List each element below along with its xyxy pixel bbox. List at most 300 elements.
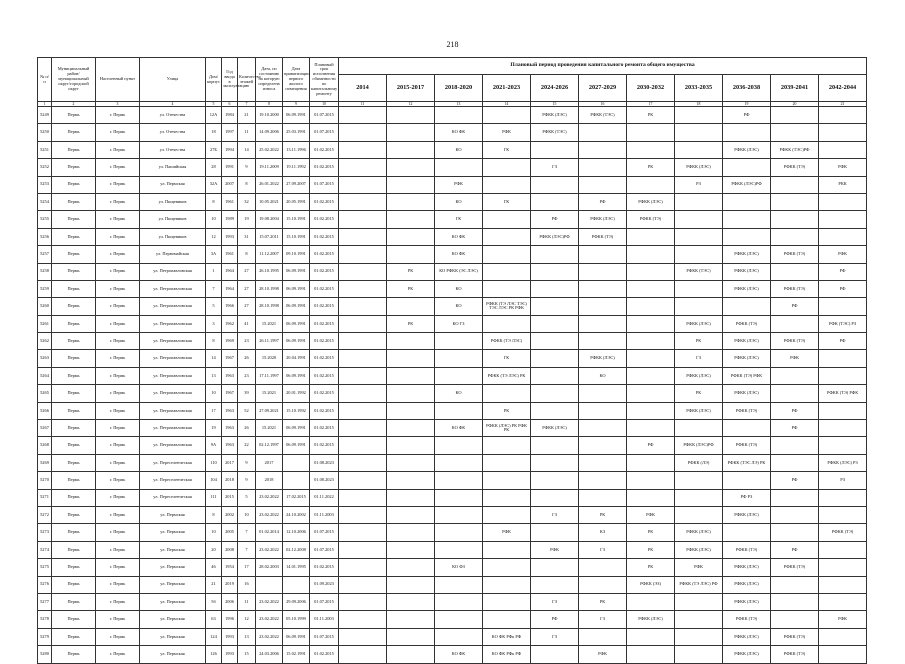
row-number: 5253	[38, 176, 52, 193]
plan-cell	[387, 524, 435, 541]
municipality-cell: Пермь	[52, 646, 96, 663]
deadline-cell: 01.02.2015	[310, 246, 339, 263]
row-number: 5249	[38, 107, 52, 124]
deadline-cell: 01.11.2003	[310, 611, 339, 628]
plan-cell: РФКК (ЛЭС)	[627, 193, 675, 210]
plan-cell	[531, 454, 579, 471]
settlement-cell: г. Пермь	[96, 454, 140, 471]
settlement-cell: г. Пермь	[96, 541, 140, 558]
floors-cell: 11	[238, 593, 256, 610]
plan-cell	[387, 350, 435, 367]
header-street: Улица	[140, 58, 206, 102]
plan-cell: РК	[675, 385, 723, 402]
plan-cell: КО ФК РФк РФ	[483, 646, 531, 663]
plan-cell: РФКК (ЛЭС)РФ	[723, 176, 771, 193]
deadline-cell: 01.07.2015	[310, 176, 339, 193]
plan-cell: РК	[387, 280, 435, 297]
street-cell: ул. Переселенческая	[140, 489, 206, 506]
floors-cell: 27	[238, 280, 256, 297]
row-number: 5278	[38, 611, 52, 628]
plan-cell: КЗ	[579, 524, 627, 541]
plan-cell	[819, 107, 867, 124]
plan-cell	[339, 593, 387, 610]
header-no: № п/п	[38, 58, 52, 102]
table-row	[38, 315, 867, 332]
year-cell: 1967	[222, 350, 238, 367]
house-cell: 20	[206, 541, 222, 558]
plan-cell	[435, 437, 483, 454]
plan-cell	[435, 402, 483, 419]
plan-cell: РФКК (ТЭС)	[579, 107, 627, 124]
house-cell: 124	[206, 628, 222, 645]
survey-date-cell: 2017	[256, 454, 283, 471]
plan-cell: РФ	[771, 298, 819, 315]
plan-cell	[435, 489, 483, 506]
privatization-date-cell: 06.09.1991	[283, 315, 310, 332]
floors-cell: 52	[238, 402, 256, 419]
deadline-cell: 01.07.2015	[310, 124, 339, 141]
plan-cell: РФКК (ЛЭС)	[723, 576, 771, 593]
row-number: 5273	[38, 524, 52, 541]
plan-cell	[819, 367, 867, 384]
plan-cell	[483, 280, 531, 297]
row-number: 5272	[38, 506, 52, 523]
plan-cell: РФК	[819, 246, 867, 263]
floors-cell: 9	[238, 454, 256, 471]
plan-cell	[483, 454, 531, 471]
plan-cell: РФКК (ТЭС)РФ	[771, 141, 819, 158]
plan-cell	[627, 472, 675, 489]
page-number: 218	[446, 40, 459, 49]
floors-cell: 32	[238, 193, 256, 210]
plan-cell: ГЗ	[531, 159, 579, 176]
plan-cell: РФ РЗ	[723, 489, 771, 506]
year-cell: 1963	[222, 420, 238, 437]
table-row	[38, 159, 867, 176]
plan-cell	[675, 420, 723, 437]
plan-cell	[675, 246, 723, 263]
deadline-cell: 01.02.2015	[310, 298, 339, 315]
survey-date-cell: 15.2020	[256, 350, 283, 367]
deadline-cell: 01.07.2015	[310, 541, 339, 558]
plan-cell	[771, 315, 819, 332]
municipality-cell: Пермь	[52, 333, 96, 350]
row-number: 5271	[38, 489, 52, 506]
plan-cell	[435, 333, 483, 350]
plan-cell	[387, 298, 435, 315]
privatization-date-cell	[283, 576, 310, 593]
street-cell: ул. Петропавловская	[140, 437, 206, 454]
year-cell: 1964	[222, 263, 238, 280]
plan-cell	[339, 385, 387, 402]
table-row	[38, 280, 867, 297]
plan-cell	[579, 385, 627, 402]
deadline-cell: 01.02.2015	[310, 437, 339, 454]
municipality-cell: Пермь	[52, 124, 96, 141]
settlement-cell: г. Пермь	[96, 315, 140, 332]
plan-cell: РФКК (ТЭ)	[723, 437, 771, 454]
plan-cell	[387, 559, 435, 576]
plan-cell: РФК	[675, 559, 723, 576]
plan-cell	[339, 576, 387, 593]
plan-cell: КО ГЗ	[435, 315, 483, 332]
plan-cell	[627, 420, 675, 437]
municipality-cell: Пермь	[52, 246, 96, 263]
plan-cell: РФКК (ТЭ)	[771, 159, 819, 176]
municipality-cell: Пермь	[52, 559, 96, 576]
plan-cell: ГЗ	[531, 506, 579, 523]
table-row	[38, 211, 867, 228]
plan-cell	[531, 559, 579, 576]
plan-cell: РФКК (ЛЭС)	[723, 646, 771, 663]
floors-cell: 9	[238, 159, 256, 176]
plan-cell: РФ	[771, 420, 819, 437]
floors-cell: 15	[238, 646, 256, 663]
deadline-cell: 01.02.2015	[310, 159, 339, 176]
plan-cell	[627, 454, 675, 471]
plan-cell	[627, 124, 675, 141]
column-number: 16	[579, 102, 627, 107]
settlement-cell: г. Пермь	[96, 176, 140, 193]
plan-cell	[579, 141, 627, 158]
plan-cell	[819, 141, 867, 158]
plan-cell: КО	[435, 385, 483, 402]
deadline-cell: 01.02.2015	[310, 350, 339, 367]
plan-cell	[675, 472, 723, 489]
house-cell: 1	[206, 263, 222, 280]
table-row	[38, 367, 867, 384]
plan-cell	[819, 593, 867, 610]
plan-cell	[627, 315, 675, 332]
municipality-cell: Пермь	[52, 350, 96, 367]
plan-cell	[723, 228, 771, 245]
municipality-cell: Пермь	[52, 454, 96, 471]
privatization-date-cell	[283, 472, 310, 489]
plan-cell	[387, 333, 435, 350]
plan-cell	[819, 576, 867, 593]
municipality-cell: Пермь	[52, 141, 96, 158]
settlement-cell: г. Пермь	[96, 263, 140, 280]
settlement-cell: г. Пермь	[96, 193, 140, 210]
plan-cell	[675, 124, 723, 141]
header-deadline: Плановый срок исполнения обязанности по капитальному ремонту	[310, 58, 339, 102]
deadline-cell: 01.07.2015	[310, 107, 339, 124]
street-cell: ул. Пермская	[140, 524, 206, 541]
header-year-period: 2021-2023	[483, 75, 531, 102]
plan-cell: КО ФК	[435, 124, 483, 141]
year-cell: 1963	[222, 437, 238, 454]
deadline-cell: 01.02.2015	[310, 315, 339, 332]
plan-cell: РФКК (ТЭ)	[723, 315, 771, 332]
row-number: 5267	[38, 420, 52, 437]
house-cell: 27Б	[206, 141, 222, 158]
street-cell: ул. Петропавловская	[140, 280, 206, 297]
floors-cell: 39	[238, 385, 256, 402]
row-number: 5270	[38, 472, 52, 489]
column-number: 7	[238, 102, 256, 107]
plan-cell: РФКК (ЛЭ)	[675, 454, 723, 471]
plan-cell	[675, 141, 723, 158]
municipality-cell: Пермь	[52, 593, 96, 610]
table-row	[38, 506, 867, 523]
plan-cell	[675, 193, 723, 210]
plan-cell: КО РФКК (ЭС ЛЭС)	[435, 263, 483, 280]
plan-cell	[339, 506, 387, 523]
settlement-cell: г. Пермь	[96, 107, 140, 124]
plan-cell: ГК	[483, 141, 531, 158]
plan-cell	[819, 350, 867, 367]
privatization-date-cell: 25.03.1991	[283, 124, 310, 141]
deadline-cell: 01.07.2015	[310, 628, 339, 645]
survey-date-cell: 26.01.2022	[256, 176, 283, 193]
table-row	[38, 402, 867, 419]
row-number: 5279	[38, 628, 52, 645]
floors-cell: 11	[238, 124, 256, 141]
plan-cell: РК	[627, 541, 675, 558]
house-cell: 28	[206, 159, 222, 176]
plan-cell	[531, 472, 579, 489]
survey-date-cell: 26.11.1997	[256, 333, 283, 350]
street-cell: ул. Переселенческая	[140, 454, 206, 471]
plan-cell: КО ФК РФк РФ	[483, 628, 531, 645]
survey-date-cell: 19.10.2000	[256, 107, 283, 124]
floors-cell: 23	[238, 333, 256, 350]
plan-cell	[387, 472, 435, 489]
street-cell: ул. Пищевиков	[140, 228, 206, 245]
plan-cell: РК	[627, 107, 675, 124]
header-year-period: 2042-2044	[819, 75, 867, 102]
plan-cell	[579, 280, 627, 297]
plan-cell	[675, 211, 723, 228]
header-row-top	[38, 58, 867, 75]
row-number: 5265	[38, 385, 52, 402]
street-cell: ул. Пищевиков	[140, 193, 206, 210]
plan-cell: РФК (ТЭС) РЗ	[819, 315, 867, 332]
floors-cell: 23	[238, 367, 256, 384]
plan-cell	[675, 228, 723, 245]
row-number: 5251	[38, 141, 52, 158]
row-number: 5260	[38, 298, 52, 315]
column-number: 2	[52, 102, 96, 107]
plan-cell	[531, 263, 579, 280]
privatization-date-cell: 20.05.1991	[283, 193, 310, 210]
plan-cell	[483, 576, 531, 593]
floors-cell: 41	[238, 315, 256, 332]
capital-repair-schedule-table	[37, 57, 867, 664]
house-cell: 17	[206, 402, 222, 419]
plan-cell: КО	[435, 298, 483, 315]
year-cell: 2008	[222, 541, 238, 558]
deadline-cell: 01.08.2023	[310, 472, 339, 489]
floors-cell: 26	[238, 420, 256, 437]
row-number: 5258	[38, 263, 52, 280]
table-row	[38, 107, 867, 124]
year-cell: 1963	[222, 402, 238, 419]
plan-cell: РФКК (ЛЭС)	[531, 107, 579, 124]
privatization-date-cell: 29.09.2006	[283, 593, 310, 610]
municipality-cell: Пермь	[52, 472, 96, 489]
plan-cell	[723, 211, 771, 228]
plan-cell	[579, 437, 627, 454]
plan-cell: РФКК (ТЭ)	[771, 559, 819, 576]
plan-cell: РФКК (ТЭ) РФК	[723, 367, 771, 384]
house-cell: 21	[206, 576, 222, 593]
plan-cell	[339, 420, 387, 437]
privatization-date-cell: 20.04.1991	[283, 350, 310, 367]
plan-cell	[627, 628, 675, 645]
plan-cell: РФ	[771, 472, 819, 489]
plan-cell	[723, 472, 771, 489]
plan-cell	[627, 280, 675, 297]
survey-date-cell: 28.02.2003	[256, 559, 283, 576]
plan-cell: РФКК (ТЭ)	[771, 646, 819, 663]
settlement-cell: г. Пермь	[96, 246, 140, 263]
plan-cell	[819, 437, 867, 454]
survey-date-cell: 01.02.2014	[256, 524, 283, 541]
plan-cell	[771, 437, 819, 454]
house-cell: 32А	[206, 176, 222, 193]
street-cell: ул. Первомайская	[140, 246, 206, 263]
plan-cell	[435, 472, 483, 489]
plan-cell: ГЗ	[675, 350, 723, 367]
plan-cell: РФ	[819, 280, 867, 297]
plan-cell: РФ	[771, 541, 819, 558]
table-row	[38, 246, 867, 263]
municipality-cell: Пермь	[52, 315, 96, 332]
street-cell: ул. Пермская	[140, 593, 206, 610]
plan-cell: РК	[387, 315, 435, 332]
year-cell: 1954	[222, 559, 238, 576]
plan-cell: РФКК (ТЭ ЛЭС ТЭС) ТЭС ЛЭС РК РФК	[483, 298, 531, 315]
year-cell: 1994	[222, 141, 238, 158]
plan-cell: РФКК (ЛЭС)	[675, 541, 723, 558]
plan-cell	[483, 437, 531, 454]
plan-cell	[483, 159, 531, 176]
house-cell: 12А	[206, 107, 222, 124]
plan-cell: КО	[435, 280, 483, 297]
privatization-date-cell: 15.10.1991	[283, 211, 310, 228]
municipality-cell: Пермь	[52, 628, 96, 645]
plan-cell	[339, 228, 387, 245]
settlement-cell: г. Пермь	[96, 141, 140, 158]
plan-cell: КО ФК	[435, 646, 483, 663]
plan-cell	[771, 506, 819, 523]
header-year: Год ввода в эксплуатацию	[222, 58, 238, 102]
settlement-cell: г. Пермь	[96, 367, 140, 384]
plan-cell	[771, 211, 819, 228]
plan-cell	[531, 646, 579, 663]
plan-cell	[819, 646, 867, 663]
column-number: 21	[819, 102, 867, 107]
column-number: 6	[222, 102, 238, 107]
year-cell: 1961	[222, 246, 238, 263]
plan-cell: РЗ	[675, 176, 723, 193]
plan-cell: РФКК (ЭЗ)	[627, 576, 675, 593]
column-number: 12	[387, 102, 435, 107]
municipality-cell: Пермь	[52, 420, 96, 437]
deadline-cell: 01.08.2023	[310, 454, 339, 471]
plan-cell	[579, 472, 627, 489]
plan-cell	[387, 107, 435, 124]
plan-cell	[579, 333, 627, 350]
street-cell: ул. Петропавловская	[140, 298, 206, 315]
privatization-date-cell: 02.12.2008	[283, 541, 310, 558]
plan-cell	[435, 628, 483, 645]
plan-cell: РФКК (ЛЭС)	[579, 211, 627, 228]
header-survey-date: Дата, по состоянию на которую определена износа	[256, 58, 283, 102]
plan-cell	[435, 107, 483, 124]
plan-cell: РФКК (ТЭ)	[771, 280, 819, 297]
column-number: 13	[435, 102, 483, 107]
table-row	[38, 141, 867, 158]
plan-cell	[339, 159, 387, 176]
plan-cell	[387, 211, 435, 228]
plan-cell: КО	[435, 193, 483, 210]
plan-cell	[627, 489, 675, 506]
survey-date-cell: 15.2021	[256, 385, 283, 402]
year-cell: 2015	[222, 489, 238, 506]
street-cell: ул. Пермская	[140, 176, 206, 193]
privatization-date-cell: 06.09.1991	[283, 107, 310, 124]
plan-cell	[483, 246, 531, 263]
street-cell: ул. Отечества	[140, 141, 206, 158]
plan-cell: РК	[579, 506, 627, 523]
street-cell: ул. Пищевиков	[140, 211, 206, 228]
plan-cell	[771, 176, 819, 193]
plan-cell	[627, 263, 675, 280]
plan-cell: РФКК (ЛЭС)	[675, 315, 723, 332]
plan-cell	[771, 489, 819, 506]
plan-cell: КО	[435, 141, 483, 158]
plan-cell: РФКК (ТЭ ЛЭС) РФ	[675, 576, 723, 593]
floors-cell: 7	[238, 524, 256, 541]
table-row	[38, 437, 867, 454]
plan-cell: РФК	[579, 646, 627, 663]
row-number: 5268	[38, 437, 52, 454]
deadline-cell: 01.02.2015	[310, 420, 339, 437]
plan-cell: РК	[579, 593, 627, 610]
street-cell: ул. Отечества	[140, 107, 206, 124]
plan-cell	[387, 489, 435, 506]
plan-cell: РФ	[579, 193, 627, 210]
row-number: 5266	[38, 402, 52, 419]
street-cell: ул. Петропавловская	[140, 420, 206, 437]
plan-cell	[387, 124, 435, 141]
plan-cell: РФК	[819, 611, 867, 628]
plan-cell	[579, 246, 627, 263]
plan-cell	[627, 593, 675, 610]
table-row	[38, 350, 867, 367]
settlement-cell: г. Пермь	[96, 124, 140, 141]
header-plan-period: Плановый период проведения капитального ремонта общего имущества	[339, 58, 867, 75]
table-row	[38, 611, 867, 628]
house-cell: 18	[206, 124, 222, 141]
plan-cell	[819, 420, 867, 437]
floors-cell: 26	[238, 350, 256, 367]
plan-cell	[339, 350, 387, 367]
plan-cell	[339, 628, 387, 645]
plan-cell	[531, 350, 579, 367]
street-cell: ул. Пермская	[140, 646, 206, 663]
plan-cell	[387, 593, 435, 610]
plan-cell	[627, 246, 675, 263]
plan-cell	[483, 228, 531, 245]
row-number: 5261	[38, 315, 52, 332]
year-cell: 1967	[222, 385, 238, 402]
year-cell: 2019	[222, 576, 238, 593]
plan-cell	[435, 541, 483, 558]
municipality-cell: Пермь	[52, 263, 96, 280]
